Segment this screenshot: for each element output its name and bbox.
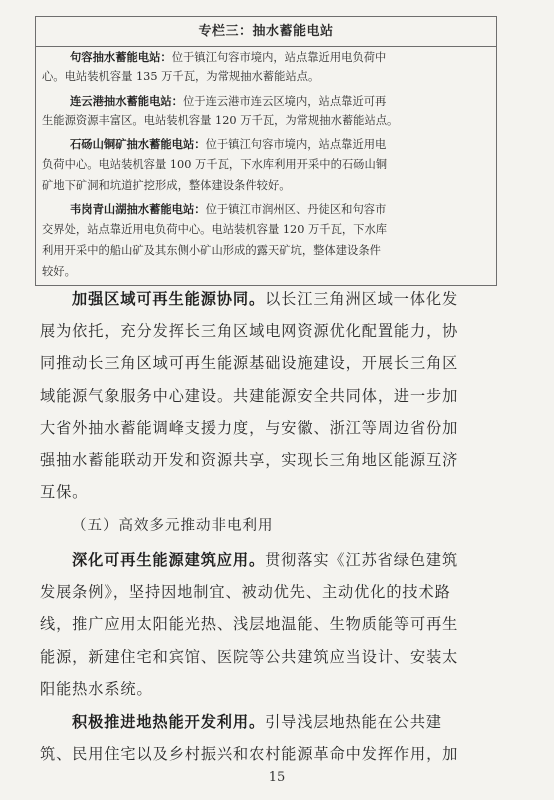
sidebar-line-text: 位于镇江市润州区、丹徒区和句容市 <box>205 203 387 216</box>
body-line <box>40 481 88 503</box>
body-line-text: 同推动长三角区域可再生能源基础设施建设，开展长三角区 <box>40 354 459 372</box>
body-line-text: 线，推广应用太阳能光热、浅层地温能、生物质能等可再生 <box>40 615 459 633</box>
body-line-text: 域能源气象服务中心建设。共建能源安全共同体，进一步加 <box>40 387 459 405</box>
body-line <box>40 743 458 765</box>
sidebar-line <box>42 220 387 240</box>
body-line-text: 大省外抽水蓄能调峰支援力度，与安徽、浙江等周边省份加 <box>40 419 459 437</box>
sidebar-line <box>42 262 76 282</box>
body-line <box>40 352 458 374</box>
sidebar-line-lead: 韦岗青山湖抽水蓄能电站： <box>70 202 206 216</box>
body-line-lead: 加强区域可再生能源协同。 <box>72 290 266 308</box>
sidebar-line-text: 位于镇江句容市境内，站点靠近用电负荷中 <box>171 51 387 64</box>
body-line <box>40 385 458 407</box>
body-line <box>40 417 458 439</box>
page-number: 15 <box>268 770 286 785</box>
body-line <box>72 711 442 733</box>
subheading-text: （五）高效多元推动非电利用 <box>72 518 274 534</box>
body-line <box>72 549 458 571</box>
body-line <box>40 320 458 342</box>
sidebar-line <box>42 67 319 87</box>
body-line-text: 阳能热水系统。 <box>40 680 153 698</box>
sidebar-line-text: 位于连云港市连云区境内，站点靠近可再 <box>182 95 387 108</box>
body-line-text: 引导浅层地热能在公共建 <box>265 713 443 731</box>
body-line-text: 能源，新建住宅和宾馆、医院等公共建筑应当设计、安装太 <box>40 648 459 666</box>
body-line <box>40 678 153 700</box>
body-line-lead: 深化可再生能源建筑应用。 <box>72 551 266 569</box>
sidebar-line-lead: 连云港抽水蓄能电站： <box>70 94 183 108</box>
sidebar-line <box>70 134 386 154</box>
body-line-text: 以长江三角洲区域一体化发 <box>265 290 459 308</box>
sidebar-line-text: 交界处，站点靠近用电负荷中心。电站装机容量 120 万千瓦，下水库 <box>42 223 388 236</box>
sidebar-line-text: 矿地下矿洞和坑道扩挖形成，整体建设条件较好。 <box>42 179 291 192</box>
body-line <box>72 288 458 310</box>
body-line-text: 贯彻落实《江苏省绿色建筑 <box>265 551 459 569</box>
sidebar-line-text: 心。电站装机容量 135 万千瓦，为常规抽水蓄能站点。 <box>42 70 320 83</box>
sidebar-line <box>42 176 291 196</box>
sidebar-line <box>70 47 386 67</box>
body-line-lead: 积极推进地热能开发利用。 <box>72 713 266 731</box>
sidebar-line-lead: 石砀山铜矿抽水蓄能电站： <box>70 137 206 151</box>
sidebar-line-text: 利用开采中的船山矿及其东侧小矿山形成的露天矿坑，整体建设条件 <box>42 244 381 257</box>
body-line-text: 互保。 <box>40 483 89 501</box>
sidebar-line-text: 较好。 <box>42 265 76 278</box>
sidebar-line <box>70 91 386 111</box>
sidebar-line <box>42 155 387 175</box>
section-subheading <box>72 515 274 537</box>
sidebar-line-lead: 句容抽水蓄能电站： <box>70 50 172 64</box>
body-line-text: 筑、民用住宅以及乡村振兴和农村能源革命中发挥作用，加 <box>40 745 459 763</box>
sidebar-box-pumped-storage <box>35 16 497 286</box>
body-line <box>40 613 458 635</box>
body-line-text: 发展条例》，坚持因地制宜、被动优先、主动优化的技术路 <box>40 583 451 601</box>
sidebar-line-text: 位于镇江句容市境内，站点靠近用电 <box>205 138 387 151</box>
body-line-text: 展为依托，充分发挥长三角区域电网资源优化配置能力，协 <box>40 322 459 340</box>
body-line <box>40 449 458 471</box>
sidebar-line-text: 负荷中心。电站装机容量 100 万千瓦，下水库利用开采中的石砀山铜 <box>42 158 388 171</box>
body-line <box>40 646 458 668</box>
sidebar-line-text: 生能源资源丰富区。电站装机容量 120 万千瓦，为常规抽水蓄能站点。 <box>42 114 399 127</box>
body-line <box>40 581 451 603</box>
sidebar-line <box>42 241 381 261</box>
sidebar-title: 专栏三：抽水蓄能电站 <box>36 17 496 47</box>
sidebar-line <box>70 199 386 219</box>
body-line-text: 强抽水蓄能联动开发和资源共享，实现长三角地区能源互济 <box>40 451 459 469</box>
sidebar-line <box>42 111 398 131</box>
